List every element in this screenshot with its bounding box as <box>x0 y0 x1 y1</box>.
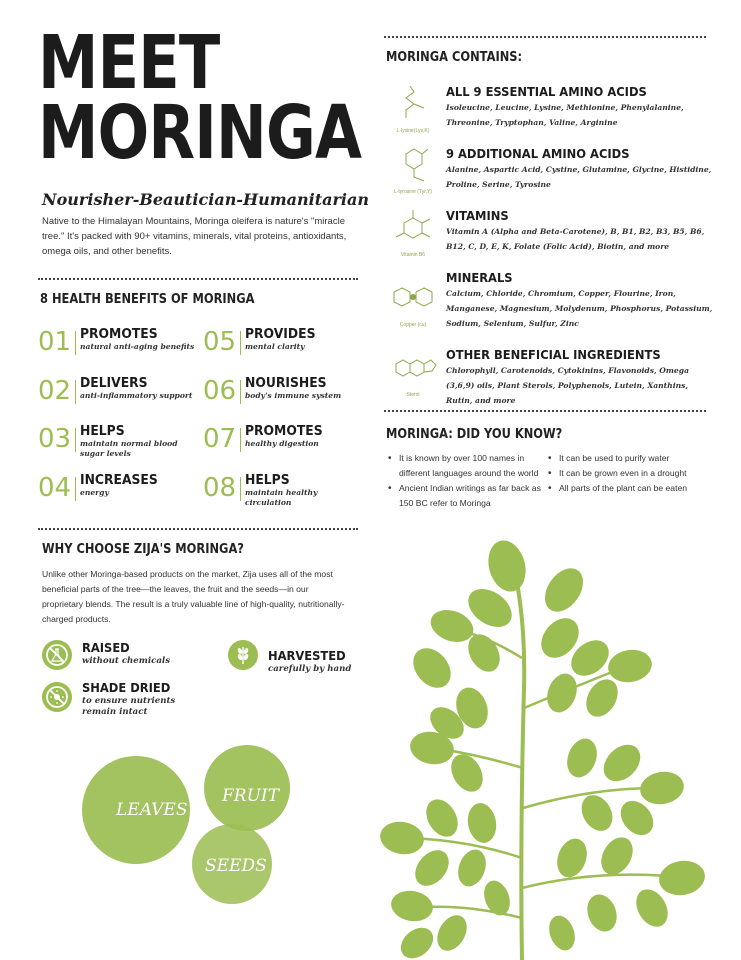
benefit-item <box>203 327 373 367</box>
benefit-bar <box>75 428 76 452</box>
contains-item-heading: MINERALS <box>446 270 513 285</box>
benefit-heading: INCREASES <box>80 473 158 488</box>
venn-leaves-label: LEAVES <box>116 800 188 820</box>
contains-item-heading: OTHER BENEFICIAL INGREDIENTS <box>446 347 661 362</box>
divider <box>384 36 706 38</box>
benefit-number: 05 <box>203 327 237 357</box>
contains-item-heading: VITAMINS <box>446 208 509 223</box>
contains-item-text: Vitamin A (Alpha and Beta-Carotene), B, B1, B2, B3, B5, B6, B12, C, D, E, K, Folate (Folic Acid), Biotin, and more <box>446 227 705 251</box>
benefit-bar <box>75 331 76 355</box>
sterol-molecule-icon <box>384 346 442 398</box>
contains-item <box>446 146 716 192</box>
feature-heading: HARVESTED <box>268 648 346 663</box>
benefit-bar <box>240 428 241 452</box>
contains-item <box>446 84 716 130</box>
benefit-bar <box>75 380 76 404</box>
molecule-label: L-tyrosine (Tyr,Y) <box>393 189 433 195</box>
benefit-item <box>203 473 373 513</box>
contains-heading: MORINGA CONTAINS: <box>386 50 523 65</box>
contains-item-heading: 9 ADDITIONAL AMINO ACIDS <box>446 146 630 161</box>
benefit-bar <box>75 477 76 501</box>
benefit-subtext: energy <box>80 488 109 497</box>
vitamin-b6-molecule-icon <box>384 206 442 258</box>
contains-item-text: Chlorophyll, Carotenoids, Cytokinins, Flavonoids, Omega (3,6,9) oils, Plant Sterols, Polyphenols, Lutein, Xanthins, Rutin, and more <box>446 366 689 405</box>
feature-subtext: carefully by hand <box>268 664 352 674</box>
molecule-label: Copper (cu) <box>399 322 427 328</box>
divider <box>384 410 706 412</box>
benefit-item <box>38 424 208 464</box>
no-chemicals-icon <box>42 640 72 670</box>
benefit-number: 07 <box>203 424 237 454</box>
did-you-know-list-left <box>386 451 541 511</box>
no-sun-icon <box>42 682 72 712</box>
benefit-subtext: maintain healthy circulation <box>245 488 318 507</box>
benefit-heading: PROVIDES <box>245 327 316 342</box>
benefit-number: 02 <box>38 376 72 406</box>
feature-subtext: to ensure nutrients remain intact <box>82 696 176 717</box>
feature-subtext: without chemicals <box>82 656 171 666</box>
copper-molecule-icon <box>384 276 442 328</box>
page-title <box>38 20 362 176</box>
list-item: • All parts of the plant can be eaten <box>559 481 739 496</box>
benefit-number: 06 <box>203 376 237 406</box>
benefit-item <box>38 376 208 416</box>
benefit-number: 04 <box>38 473 72 503</box>
venn-diagram <box>80 740 310 910</box>
benefit-subtext: anti-inflammatory support <box>80 391 193 400</box>
benefit-heading: NOURISHES <box>245 376 327 391</box>
benefit-item <box>203 424 373 464</box>
title-line-1: MEET <box>38 20 220 106</box>
benefit-subtext: mental clarity <box>245 342 305 351</box>
benefit-subtext: body's immune system <box>245 391 342 400</box>
list-item: • It can be grown even in a drought <box>559 466 739 481</box>
contains-item <box>446 208 716 254</box>
tyrosine-molecule-icon <box>384 143 442 195</box>
benefit-subtext: healthy digestion <box>245 439 319 448</box>
benefit-number: 08 <box>203 473 237 503</box>
benefit-item <box>38 327 208 367</box>
benefit-number: 01 <box>38 327 72 357</box>
venn-seeds-label: SEEDS <box>205 856 267 876</box>
molecule-label: Sterol <box>406 392 420 398</box>
did-you-know-heading: MORINGA: DID YOU KNOW? <box>386 427 563 442</box>
contains-item-text: Isoleucine, Leucine, Lysine, Methionine, Phenylalanine, Threonine, Tryptophan, Valine, Arginine <box>446 103 684 127</box>
benefit-bar <box>240 331 241 355</box>
list-item: • It is known by over 100 names in different languages around the world <box>399 451 541 481</box>
lysine-molecule-icon <box>384 82 442 134</box>
contains-item-text: Alanine, Aspartic Acid, Cystine, Glutamine, Glycine, Histidine, Proline, Serine, Tyrosine <box>446 165 712 189</box>
contains-item-text: Calcium, Chloride, Chromium, Copper, Flourine, Iron, Manganese, Magnesium, Molydenum, Phosphorus, Potassium, Sodium, Selenium, Sulfur, Zinc <box>446 289 713 328</box>
benefit-heading: HELPS <box>80 424 125 439</box>
why-paragraph: Unlike other Moringa-based products on the market, Zija uses all of the most beneficial parts of the tree—the leaves, the fruit and the seeds—in our proprietary blends. The result is a truly valuable line of high-quality, nutritionally-charged products. <box>42 569 345 624</box>
subtitle: Nourisher-Beautician-Humanitarian <box>42 190 369 209</box>
benefit-bar <box>240 477 241 501</box>
benefit-subtext: natural anti-aging benefits <box>80 342 195 351</box>
benefit-bar <box>240 380 241 404</box>
feature-heading: SHADE DRIED <box>82 680 171 695</box>
title-line-2: MORINGA <box>38 90 362 176</box>
venn-fruit-label: FRUIT <box>222 786 279 806</box>
molecule-label: Vitamin B6 <box>400 252 426 258</box>
benefit-heading: HELPS <box>245 473 290 488</box>
benefit-number: 03 <box>38 424 72 454</box>
list-item: • It can be used to purify water <box>559 451 739 466</box>
did-you-know-list-right <box>546 451 739 496</box>
divider <box>38 278 358 280</box>
contains-item-heading: ALL 9 ESSENTIAL AMINO ACIDS <box>446 84 647 99</box>
benefits-heading: 8 HEALTH BENEFITS OF MORINGA <box>40 292 255 307</box>
feature-heading: RAISED <box>82 640 130 655</box>
benefit-item <box>38 473 208 513</box>
list-item: • Ancient Indian writings as far back as 150 BC refer to Moringa <box>399 481 541 511</box>
why-heading: WHY CHOOSE ZIJA'S MORINGA? <box>42 542 244 557</box>
wheat-icon <box>228 640 258 670</box>
moringa-leaf-illustration <box>372 538 712 960</box>
benefit-item <box>203 376 373 416</box>
benefit-heading: PROMOTES <box>80 327 158 342</box>
divider <box>38 528 358 530</box>
contains-item <box>446 270 716 331</box>
contains-item <box>446 347 716 408</box>
benefit-subtext: maintain normal blood sugar levels <box>80 439 178 458</box>
molecule-label: L-lysine(Lys,K) <box>396 128 430 134</box>
benefit-heading: PROMOTES <box>245 424 323 439</box>
intro-paragraph: Native to the Himalayan Mountains, Moringa oleifera is nature's "miracle tree." It's packed with 90+ vitamins, minerals, vital proteins, antioxidants, omega oils, and other benefits. <box>42 216 347 257</box>
benefit-heading: DELIVERS <box>80 376 148 391</box>
